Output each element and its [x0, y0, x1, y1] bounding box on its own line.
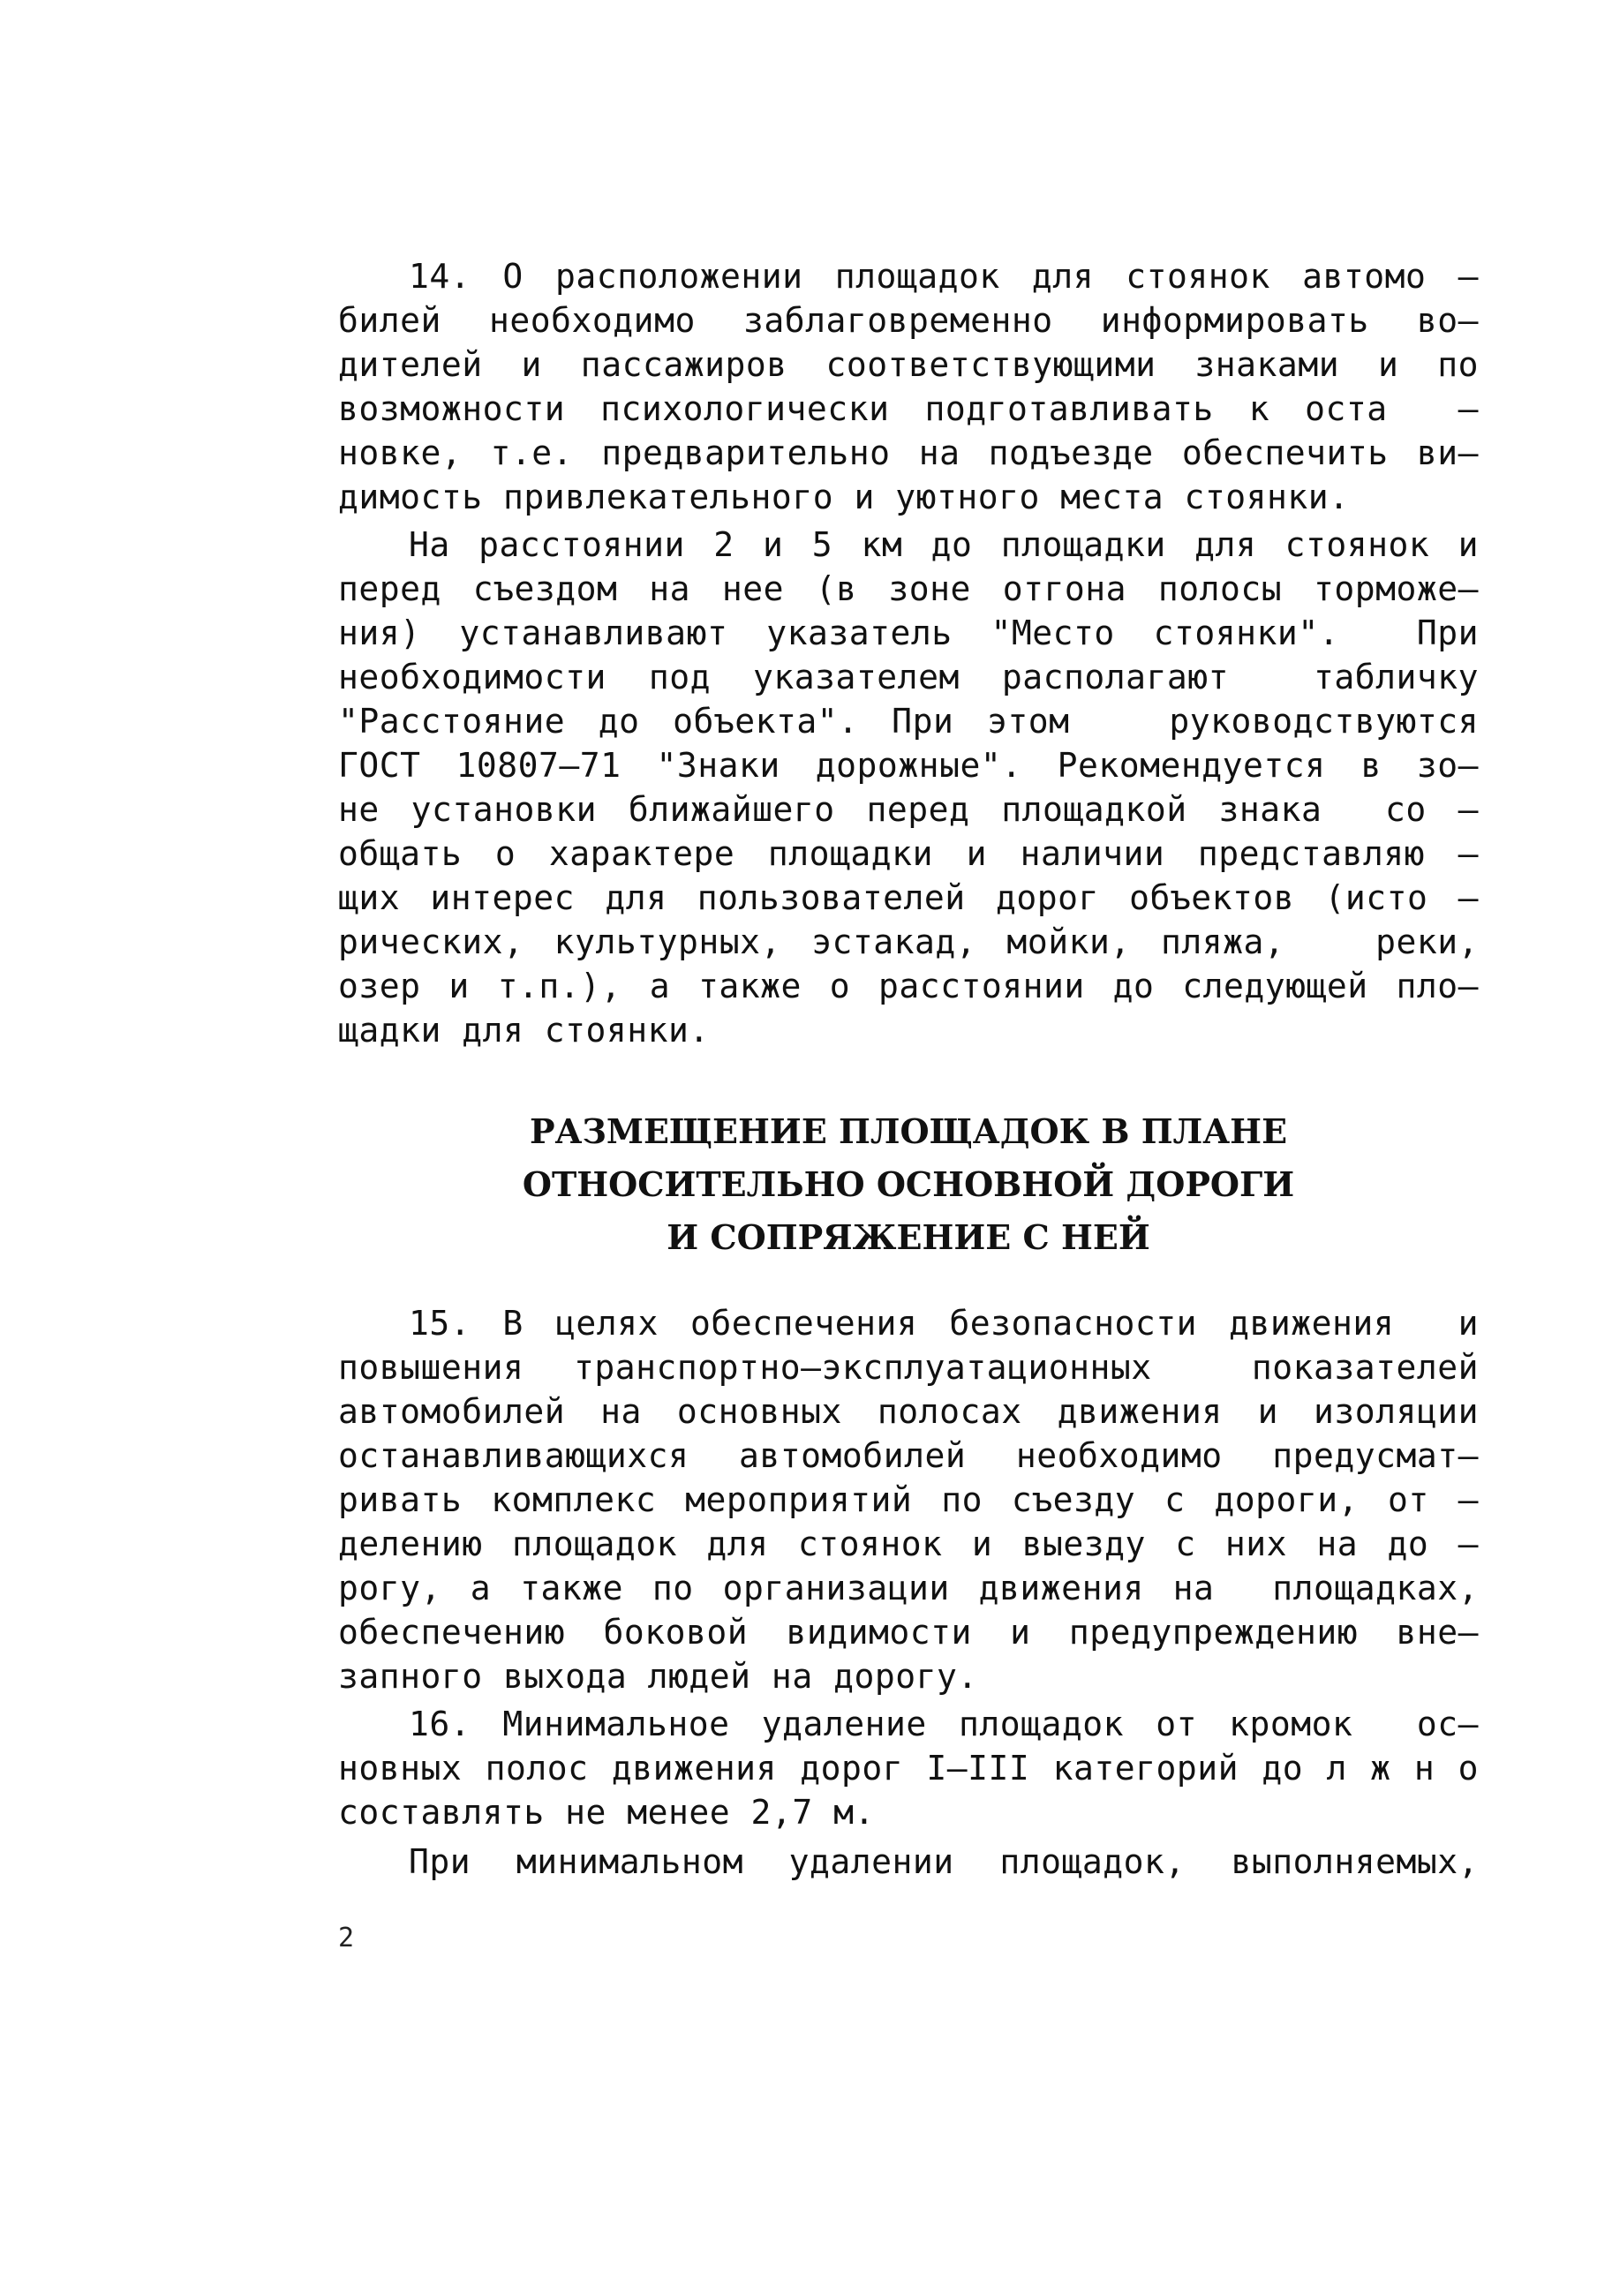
- paragraph-line: необходимости под указателем располагают табличку: [338, 658, 1479, 696]
- paragraph-line: На расстоянии 2 и 5 км до площадки для стоянок и: [409, 525, 1479, 564]
- paragraph-line: билей необходимо заблаговременно информировать во–: [338, 301, 1479, 340]
- paragraph-line: рических, культурных, эстакад, мойки, пляжа, реки,: [338, 922, 1479, 961]
- paragraph-line: останавливающихся автомобилей необходимо предусмат–: [338, 1436, 1479, 1475]
- paragraph-line: составлять не менее 2,7 м.: [338, 1793, 875, 1832]
- paragraph-line: не установки ближайшего перед площадкой знака со –: [338, 790, 1479, 829]
- paragraph-line: перед съездом на нее (в зоне отгона полосы торможе–: [338, 569, 1479, 608]
- paragraph-line: "Расстояние до объекта". При этом руководствуются: [338, 702, 1479, 741]
- paragraph-line: делению площадок для стоянок и выезду с них на до –: [338, 1524, 1479, 1563]
- section-heading-line: И СОПРЯЖЕНИЕ С НЕЙ: [667, 1217, 1150, 1257]
- paragraph-line: возможности психологически подготавливать к оста –: [338, 389, 1479, 428]
- section-heading-line: ОТНОСИТЕЛЬНО ОСНОВНОЙ ДОРОГИ: [522, 1164, 1295, 1204]
- paragraph-line: дителей и пассажиров соответствующими знаками и по: [338, 345, 1479, 384]
- paragraph-line: щих интерес для пользователей дорог объектов (исто –: [338, 878, 1479, 917]
- paragraph-line: рогу, а также по организации движения на площадках,: [338, 1569, 1479, 1607]
- paragraph-line: автомобилей на основных полосах движения и изоляции: [338, 1392, 1479, 1431]
- paragraph-line: 16. Минимальное удаление площадок от кромок ос–: [409, 1705, 1479, 1743]
- paragraph-line: ния) устанавливают указатель "Место стоянки". При: [338, 614, 1479, 652]
- section-heading-line: РАЗМЕЩЕНИЕ ПЛОЩАДОК В ПЛАНЕ: [529, 1111, 1288, 1151]
- paragraph-line: 15. В целях обеспечения безопасности движения и: [409, 1304, 1479, 1343]
- paragraph-line: новных полос движения дорог I–III категорий до л ж н о: [338, 1749, 1479, 1788]
- paragraph-line: При минимальном удалении площадок, выполняемых,: [409, 1842, 1479, 1881]
- paragraph-line: обеспечению боковой видимости и предупреждению вне–: [338, 1613, 1479, 1652]
- paragraph-line: новке, т.е. предварительно на подъезде обеспечить ви–: [338, 433, 1479, 472]
- paragraph-line: запного выхода людей на дорогу.: [338, 1657, 978, 1696]
- paragraph-line: ГОСТ 10807–71 "Знаки дорожные". Рекомендуется в зо–: [338, 746, 1479, 785]
- paragraph-line: ривать комплекс мероприятий по съезду с дороги, от –: [338, 1480, 1479, 1519]
- paragraph-line: общать о характере площадки и наличии представляю –: [338, 834, 1479, 873]
- paragraph-line: озер и т.п.), а также о расстоянии до следующей пло–: [338, 967, 1479, 1005]
- paragraph-line: щадки для стоянки.: [338, 1011, 710, 1050]
- paragraph-line: димость привлекательного и уютного места стоянки.: [338, 478, 1350, 516]
- paragraph-line: повышения транспортно–эксплуатационных показателей: [338, 1348, 1479, 1387]
- page-number: 2: [338, 1923, 355, 1953]
- paragraph-line: 14. О расположении площадок для стоянок автомо –: [409, 257, 1479, 296]
